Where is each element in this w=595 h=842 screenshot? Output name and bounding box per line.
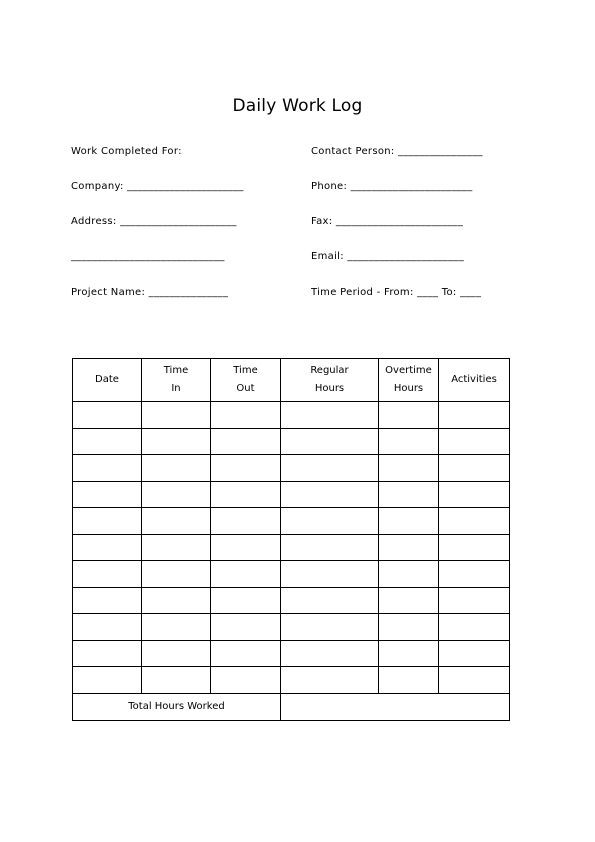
table-row — [73, 614, 510, 641]
cell-time-in[interactable] — [142, 481, 211, 508]
cell-overtime-hours[interactable] — [379, 587, 439, 614]
cell-date[interactable] — [73, 561, 142, 588]
header-time-in: Time In — [142, 359, 211, 402]
header-time-out: Time Out — [211, 359, 281, 402]
table-row — [73, 428, 510, 455]
cell-activities[interactable] — [439, 561, 510, 588]
cell-date[interactable] — [73, 402, 142, 429]
cell-date[interactable] — [73, 508, 142, 535]
cell-time-out[interactable] — [211, 455, 281, 482]
address-field[interactable]: Address: ______________________ — [71, 216, 237, 227]
address-line2-field[interactable]: _____________________________ — [71, 251, 225, 262]
phone-field[interactable]: Phone: _______________________ — [311, 181, 473, 192]
header-date: Date — [73, 359, 142, 402]
cell-time-out[interactable] — [211, 587, 281, 614]
table-row — [73, 455, 510, 482]
cell-time-in[interactable] — [142, 667, 211, 694]
cell-regular-hours[interactable] — [281, 614, 379, 641]
cell-overtime-hours[interactable] — [379, 481, 439, 508]
fax-field[interactable]: Fax: ________________________ — [311, 216, 464, 227]
cell-activities[interactable] — [439, 640, 510, 667]
cell-time-out[interactable] — [211, 402, 281, 429]
cell-time-out[interactable] — [211, 428, 281, 455]
cell-date[interactable] — [73, 640, 142, 667]
total-hours-label: Total Hours Worked — [73, 693, 281, 720]
cell-activities[interactable] — [439, 455, 510, 482]
contact-person-field[interactable]: Contact Person: ________________ — [311, 146, 483, 157]
cell-time-in[interactable] — [142, 455, 211, 482]
table-header-row — [73, 359, 510, 402]
cell-time-in[interactable] — [142, 640, 211, 667]
cell-regular-hours[interactable] — [281, 667, 379, 694]
total-row — [73, 693, 510, 720]
header-regular-hours: Regular Hours — [281, 359, 379, 402]
cell-activities[interactable] — [439, 587, 510, 614]
cell-time-in[interactable] — [142, 614, 211, 641]
cell-date[interactable] — [73, 428, 142, 455]
cell-time-out[interactable] — [211, 481, 281, 508]
cell-activities[interactable] — [439, 614, 510, 641]
cell-regular-hours[interactable] — [281, 481, 379, 508]
cell-activities[interactable] — [439, 428, 510, 455]
cell-time-out[interactable] — [211, 534, 281, 561]
cell-regular-hours[interactable] — [281, 455, 379, 482]
email-field[interactable]: Email: ______________________ — [311, 251, 464, 262]
table-row — [73, 481, 510, 508]
cell-overtime-hours[interactable] — [379, 561, 439, 588]
cell-activities[interactable] — [439, 534, 510, 561]
cell-date[interactable] — [73, 587, 142, 614]
cell-overtime-hours[interactable] — [379, 508, 439, 535]
cell-time-out[interactable] — [211, 614, 281, 641]
cell-date[interactable] — [73, 667, 142, 694]
cell-overtime-hours[interactable] — [379, 534, 439, 561]
cell-date[interactable] — [73, 534, 142, 561]
work-completed-for-label: Work Completed For: — [71, 146, 182, 157]
cell-regular-hours[interactable] — [281, 587, 379, 614]
cell-time-out[interactable] — [211, 667, 281, 694]
project-name-field[interactable]: Project Name: _______________ — [71, 287, 229, 298]
table-row — [73, 561, 510, 588]
cell-date[interactable] — [73, 481, 142, 508]
total-hours-cell[interactable] — [281, 693, 510, 720]
cell-time-out[interactable] — [211, 561, 281, 588]
header-activities: Activities — [439, 359, 510, 402]
table-row — [73, 667, 510, 694]
table-row — [73, 534, 510, 561]
cell-date[interactable] — [73, 614, 142, 641]
company-field[interactable]: Company: ______________________ — [71, 181, 244, 192]
work-log-table — [72, 358, 510, 721]
time-period-field[interactable]: Time Period - From: ____ To: ____ — [311, 287, 482, 298]
cell-activities[interactable] — [439, 667, 510, 694]
cell-activities[interactable] — [439, 402, 510, 429]
cell-overtime-hours[interactable] — [379, 667, 439, 694]
cell-time-in[interactable] — [142, 428, 211, 455]
cell-overtime-hours[interactable] — [379, 614, 439, 641]
cell-regular-hours[interactable] — [281, 534, 379, 561]
cell-regular-hours[interactable] — [281, 561, 379, 588]
cell-time-in[interactable] — [142, 402, 211, 429]
table-row — [73, 508, 510, 535]
cell-regular-hours[interactable] — [281, 508, 379, 535]
cell-time-out[interactable] — [211, 508, 281, 535]
table-row — [73, 402, 510, 429]
cell-overtime-hours[interactable] — [379, 402, 439, 429]
cell-overtime-hours[interactable] — [379, 640, 439, 667]
cell-activities[interactable] — [439, 481, 510, 508]
cell-regular-hours[interactable] — [281, 428, 379, 455]
cell-date[interactable] — [73, 455, 142, 482]
header-overtime-hours: Overtime Hours — [379, 359, 439, 402]
cell-time-in[interactable] — [142, 561, 211, 588]
cell-regular-hours[interactable] — [281, 402, 379, 429]
page-title: Daily Work Log — [232, 96, 363, 116]
table-row — [73, 587, 510, 614]
cell-overtime-hours[interactable] — [379, 428, 439, 455]
cell-time-out[interactable] — [211, 640, 281, 667]
cell-regular-hours[interactable] — [281, 640, 379, 667]
cell-time-in[interactable] — [142, 534, 211, 561]
cell-overtime-hours[interactable] — [379, 455, 439, 482]
cell-time-in[interactable] — [142, 587, 211, 614]
table-row — [73, 640, 510, 667]
cell-activities[interactable] — [439, 508, 510, 535]
cell-time-in[interactable] — [142, 508, 211, 535]
